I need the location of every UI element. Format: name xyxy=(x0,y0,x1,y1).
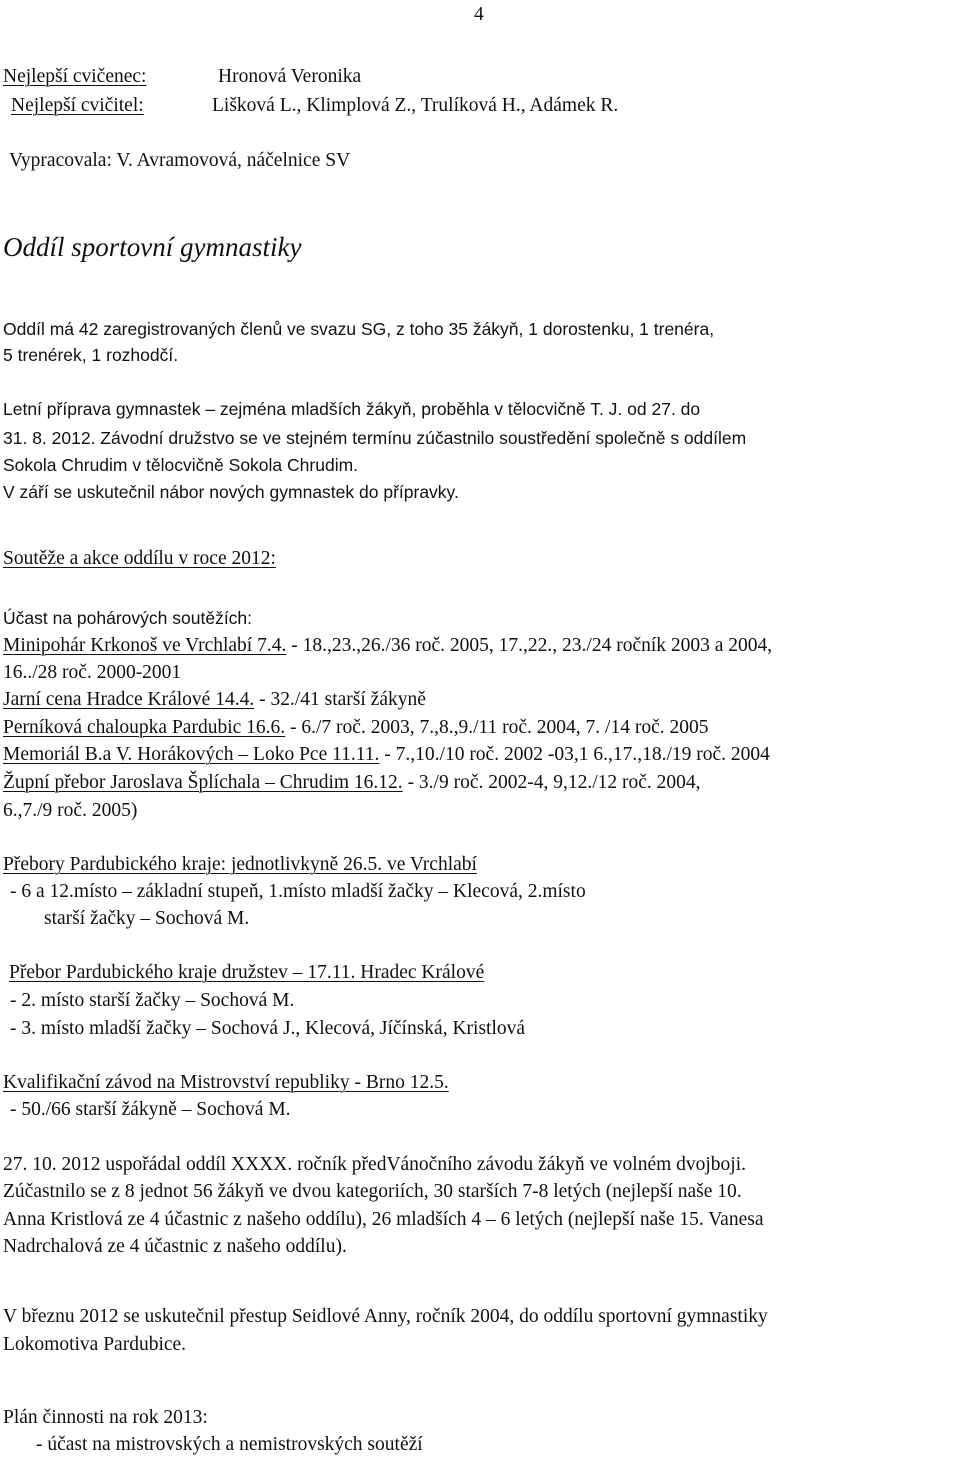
regional-team-line: - 2. místo starší žačky – Sochová M. xyxy=(10,990,295,1011)
best-gymnast-label: Nejlepší cvičenec: xyxy=(3,66,147,87)
pernikova-link: Perníková chaloupka Pardubic 16.6. xyxy=(3,717,286,738)
prepared-by: Vypracovala: V. Avramovová, náčelnice SV xyxy=(9,150,351,171)
cup-line-pernikova xyxy=(3,718,709,738)
summer-line: V září se uskutečnil nábor nových gymnastek do přípravky. xyxy=(3,482,459,502)
cup-line-memorial xyxy=(3,745,770,765)
transfer-line: V březnu 2012 se uskutečnil přestup Seidlové Anny, ročník 2004, do oddílu sportovní gymnastiky xyxy=(3,1306,768,1327)
regional-team-heading: Přebor Pardubického kraje družstev – 17.11. Hradec Králové xyxy=(9,962,485,983)
christmas-line: Anna Kristlová ze 4 účastnic z našeho oddílu), 26 mladších 4 – 6 letých (nejlepší naše 15. Vanesa xyxy=(3,1209,764,1230)
best-coach-value: Lišková L., Klimplová Z., Trulíková H., Adámek R. xyxy=(212,95,619,116)
minipohar-link: Minipohár Krkonoš ve Vrchlabí 7.4. xyxy=(3,635,287,656)
cup-heading: Účast na pohárových soutěžích: xyxy=(3,608,253,628)
intro-line: Oddíl má 42 zaregistrovaných členů ve svazu SG, z toho 35 žákyň, 1 dorostenku, 1 trenéra, xyxy=(3,319,715,339)
qualifier-line: - 50./66 starší žákyně – Sochová M. xyxy=(10,1099,291,1120)
jarni-results: - 32./41 starší žákyně xyxy=(254,689,426,710)
minipohar-cont: 16../28 roč. 2000-2001 xyxy=(3,662,182,683)
best-gymnast-value: Hronová Veronika xyxy=(218,66,362,87)
zupni-cont: 6.,7./9 roč. 2005) xyxy=(3,800,138,821)
pernikova-results: - 6./7 roč. 2003, 7.,8.,9./11 roč. 2004, 7. /14 roč. 2005 xyxy=(285,717,709,738)
cup-line-jarni xyxy=(3,690,426,710)
best-coach-label: Nejlepší cvičitel: xyxy=(11,95,144,116)
plan-heading: Plán činnosti na rok 2013: xyxy=(3,1407,208,1428)
summer-line: Sokola Chrudim v tělocvičně Sokola Chrudim. xyxy=(3,455,359,475)
transfer-line: Lokomotiva Pardubice. xyxy=(3,1334,187,1355)
memorial-link: Memoriál B.a V. Horákových – Loko Pce 11.11. xyxy=(3,744,380,765)
christmas-line: Zúčastnilo se z 8 jednot 56 žákyň ve dvou kategoriích, 30 starších 7-8 letých (nejlepší naše 10. xyxy=(3,1181,742,1202)
zupni-link: Župní přebor Jaroslava Šplíchala – Chrudim 16.12. xyxy=(3,772,403,793)
christmas-line: 27. 10. 2012 uspořádal oddíl XXXX. ročník předVánočního závodu žákyň ve volném dvojboji. xyxy=(3,1154,747,1175)
cup-line-zupni xyxy=(3,773,701,793)
competitions-heading: Soutěže a akce oddílu v roce 2012: xyxy=(3,548,276,569)
memorial-results: - 7.,10./10 roč. 2002 -03,1 6.,17.,18./19 roč. 2004 xyxy=(379,744,770,765)
regional-team-line: - 3. místo mladší žačky – Sochová J., Klecová, Jíčínská, Kristlová xyxy=(10,1018,526,1039)
plan-item: - účast na mistrovských a nemistrovských soutěží xyxy=(36,1434,423,1455)
qualifier-heading: Kvalifikační závod na Mistrovství republiky - Brno 12.5. xyxy=(3,1072,449,1093)
cup-line-minipohar xyxy=(3,636,772,656)
intro-line: 5 trenérek, 1 rozhodčí. xyxy=(3,345,179,365)
section-title: Oddíl sportovní gymnastiky xyxy=(3,232,302,262)
summer-line: 31. 8. 2012. Závodní družstvo se ve stejném termínu zúčastnilo soustředění společně s oddílem xyxy=(3,428,747,448)
regional-individual-heading: Přebory Pardubického kraje: jednotlivkyně 26.5. ve Vrchlabí xyxy=(3,854,477,875)
jarni-link: Jarní cena Hradce Králové 14.4. xyxy=(3,689,255,710)
christmas-line: Nadrchalová ze 4 účastnic z našeho oddílu). xyxy=(3,1236,347,1257)
summer-line: Letní příprava gymnastek – zejména mladších žákyň, proběhla v tělocvičně T. J. od 27. do xyxy=(3,399,701,419)
page-number: 4 xyxy=(474,4,484,25)
minipohar-results: - 18.,23.,26./36 roč. 2005, 17.,22., 23./24 ročník 2003 a 2004, xyxy=(286,635,773,656)
regional-individual-line: starší žačky – Sochová M. xyxy=(44,908,250,929)
regional-individual-line: - 6 a 12.místo – základní stupeň, 1.místo mladší žačky – Klecová, 2.místo xyxy=(10,881,586,902)
zupni-results: - 3./9 roč. 2002-4, 9,12./12 roč. 2004, xyxy=(402,772,701,793)
